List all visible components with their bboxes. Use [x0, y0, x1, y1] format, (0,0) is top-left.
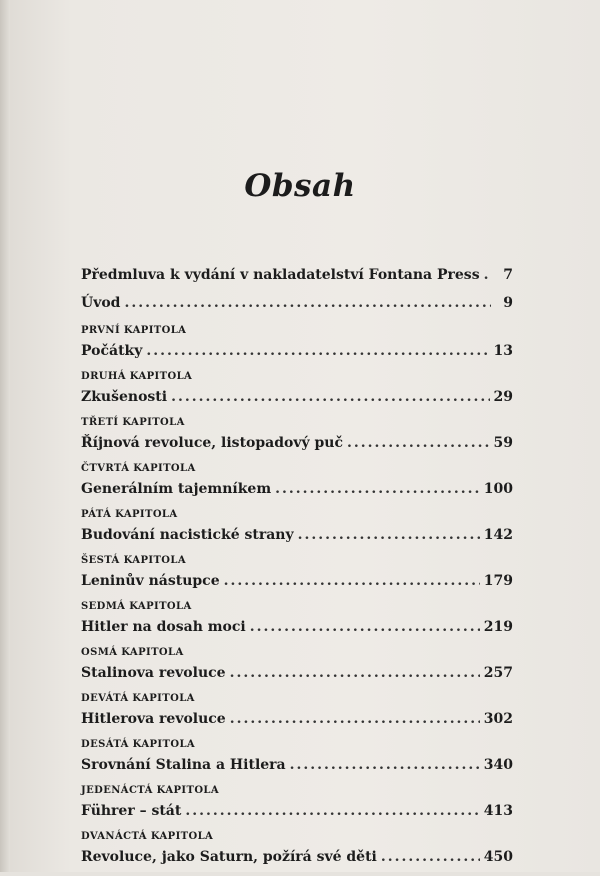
toc-entry-title: Počátky: [81, 343, 143, 359]
table-of-contents: [81, 264, 513, 876]
dot-leader: [185, 800, 479, 822]
chapter-label: PRVNÍ KAPITOLA: [81, 325, 187, 336]
dot-leader: [484, 264, 491, 286]
dot-leader: [171, 386, 489, 408]
toc-entry-page: 13: [493, 343, 513, 359]
toc-entry-title: Zkušenosti: [81, 389, 168, 405]
dot-leader: [124, 292, 491, 314]
toc-entry-preface[interactable]: [81, 264, 513, 286]
page-spine-shadow: [0, 0, 10, 872]
page-title: Obsah: [244, 168, 356, 204]
chapter-label: OSMÁ KAPITOLA: [81, 647, 184, 658]
toc-entry-title: Hitler na dosah moci: [81, 619, 246, 635]
toc-entry-page: 219: [483, 619, 513, 635]
toc-entry-title: Führer – stát: [81, 803, 182, 819]
toc-entry-page: 179: [483, 573, 513, 589]
toc-chapter-entry[interactable]: [81, 554, 513, 592]
toc-entry-title: Srovnání Stalina a Hitlera: [81, 757, 286, 773]
dot-leader: [381, 846, 480, 868]
toc-entry-page: 340: [483, 757, 513, 773]
toc-chapter-entry[interactable]: [81, 692, 513, 730]
toc-chapter-entry[interactable]: [81, 646, 513, 684]
toc-chapter-entry[interactable]: [81, 830, 513, 868]
toc-entry-title: Leninův nástupce: [81, 573, 220, 589]
chapter-label: ČTVRTÁ KAPITOLA: [81, 463, 196, 474]
dot-leader: [230, 662, 480, 684]
toc-chapter-entry[interactable]: [81, 508, 513, 546]
dot-leader: [290, 754, 480, 776]
toc-entry-title: Úvod: [81, 295, 121, 311]
chapter-label: DEVÁTÁ KAPITOLA: [81, 693, 195, 704]
dot-leader: [347, 432, 490, 454]
toc-entry-title: Generálním tajemníkem: [81, 481, 272, 497]
toc-entry-page: 29: [493, 389, 513, 405]
toc-entry-title: Říjnová revoluce, listopadový puč: [81, 435, 343, 451]
dot-leader: [275, 478, 480, 500]
toc-entry-page: 257: [483, 665, 513, 681]
dot-leader: [250, 616, 480, 638]
dot-leader: [230, 708, 480, 730]
toc-chapter-entry[interactable]: [81, 600, 513, 638]
toc-entry-page: 142: [483, 527, 513, 543]
toc-chapter-entry[interactable]: [81, 462, 513, 500]
toc-chapter-entry[interactable]: [81, 416, 513, 454]
toc-entry-page: 7: [503, 267, 513, 283]
toc-entry-title: Revoluce, jako Saturn, požírá své děti: [81, 849, 377, 865]
chapter-label: PÁTÁ KAPITOLA: [81, 509, 178, 520]
toc-entry-title: Předmluva k vydání v nakladatelství Fontana Press: [81, 267, 480, 283]
toc-chapter-entry[interactable]: [81, 324, 513, 362]
toc-entry-title: Budování nacistické strany: [81, 527, 294, 543]
chapter-label: DRUHÁ KAPITOLA: [81, 371, 193, 382]
toc-chapter-entry[interactable]: [81, 370, 513, 408]
chapter-label: DVANÁCTÁ KAPITOLA: [81, 831, 214, 842]
dot-leader: [146, 340, 489, 362]
chapter-label: ŠESTÁ KAPITOLA: [81, 555, 186, 566]
dot-leader: [224, 570, 480, 592]
toc-entry-page: 100: [483, 481, 513, 497]
toc-entry-page: 302: [483, 711, 513, 727]
toc-entry-page: 9: [503, 295, 513, 311]
toc-chapter-entry[interactable]: [81, 738, 513, 776]
toc-entry-page: 450: [483, 849, 513, 865]
toc-entry-page: 413: [483, 803, 513, 819]
chapter-label: SEDMÁ KAPITOLA: [81, 601, 192, 612]
toc-entry-title: Stalinova revoluce: [81, 665, 226, 681]
toc-chapter-entry[interactable]: [81, 784, 513, 822]
toc-entry-page: 59: [493, 435, 513, 451]
dot-leader: [298, 524, 480, 546]
chapter-label: TŘETÍ KAPITOLA: [81, 417, 185, 428]
toc-entry-title: Hitlerova revoluce: [81, 711, 226, 727]
chapter-label: DESÁTÁ KAPITOLA: [81, 739, 196, 750]
toc-entry-introduction[interactable]: [81, 292, 513, 314]
chapter-label: JEDENÁCTÁ KAPITOLA: [81, 785, 220, 796]
